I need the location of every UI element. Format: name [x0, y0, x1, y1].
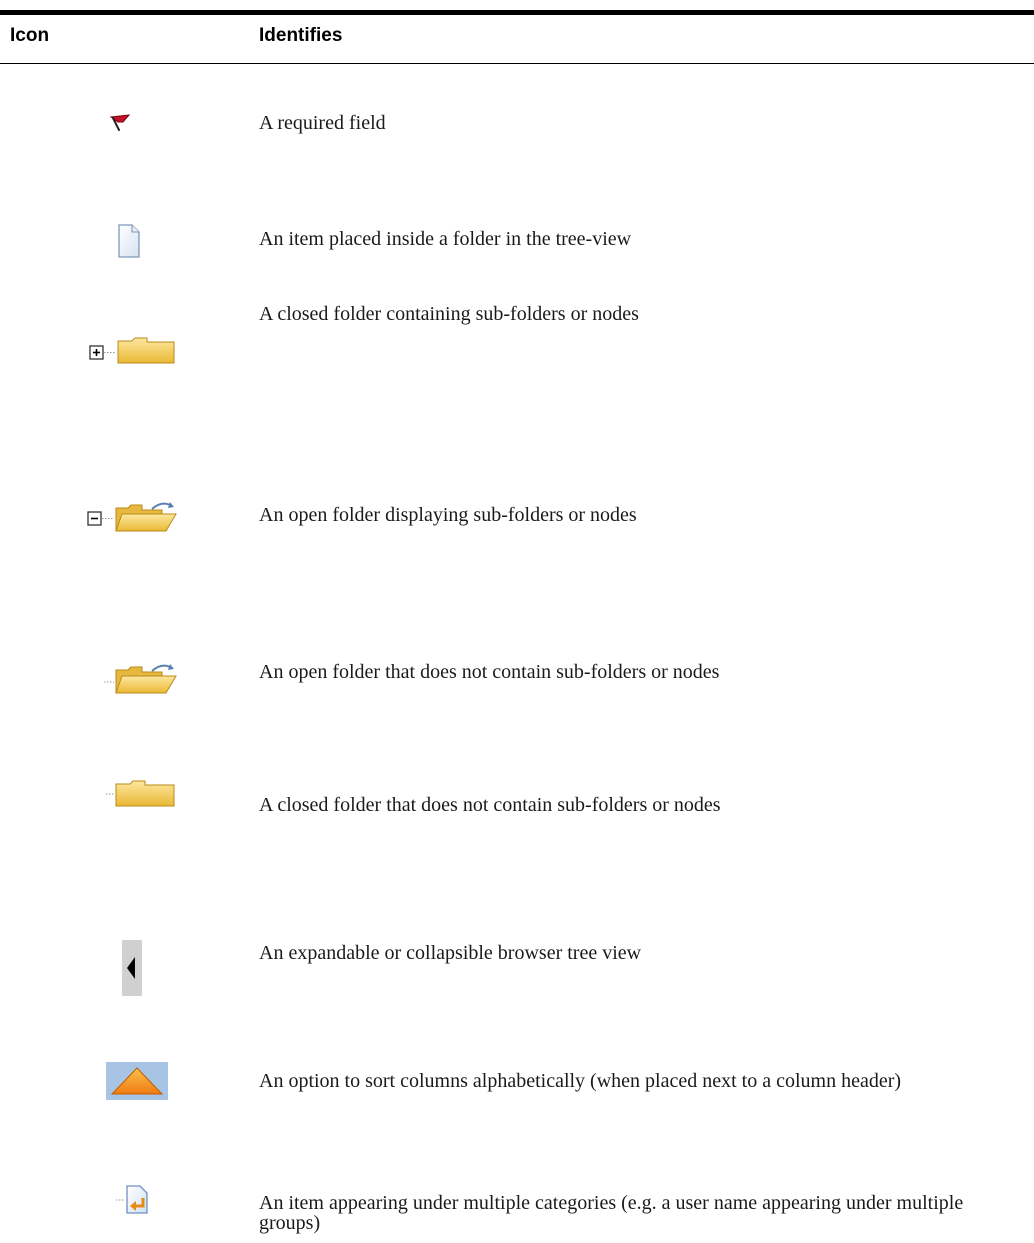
column-header-icon: Icon: [10, 25, 50, 46]
top-rule: [0, 10, 1034, 15]
closed-folder-icon: [104, 778, 180, 810]
red-flag-icon: [108, 112, 132, 136]
plus-closed-folder-icon: [86, 335, 180, 367]
row-description: A closed folder that does not contain sub-folders or nodes: [259, 794, 721, 816]
row-description: An open folder displaying sub-folders or nodes: [259, 504, 637, 526]
shortcut-item-icon: [114, 1182, 154, 1216]
sort-triangle-icon: [106, 1062, 168, 1100]
open-folder-icon: [100, 660, 180, 696]
row-description: An expandable or collapsible browser tree view: [259, 942, 642, 964]
row-description: A required field: [259, 112, 386, 134]
row-description: An option to sort columns alphabetically (when placed next to a column header): [259, 1070, 902, 1092]
column-header-identifies: Identifies: [259, 25, 343, 46]
minus-open-folder-icon: [84, 500, 180, 534]
row-description: A closed folder containing sub-folders or nodes: [259, 303, 639, 325]
header-rule: [0, 63, 1034, 64]
row-description: An open folder that does not contain sub-folders or nodes: [259, 661, 720, 683]
row-description: An item appearing under multiple categories (e.g. a user name appearing under multiple groups): [259, 1192, 964, 1234]
row-description: An item placed inside a folder in the tree-view: [259, 228, 632, 250]
collapse-arrow-icon: [120, 940, 144, 996]
document-icon: [118, 224, 140, 258]
